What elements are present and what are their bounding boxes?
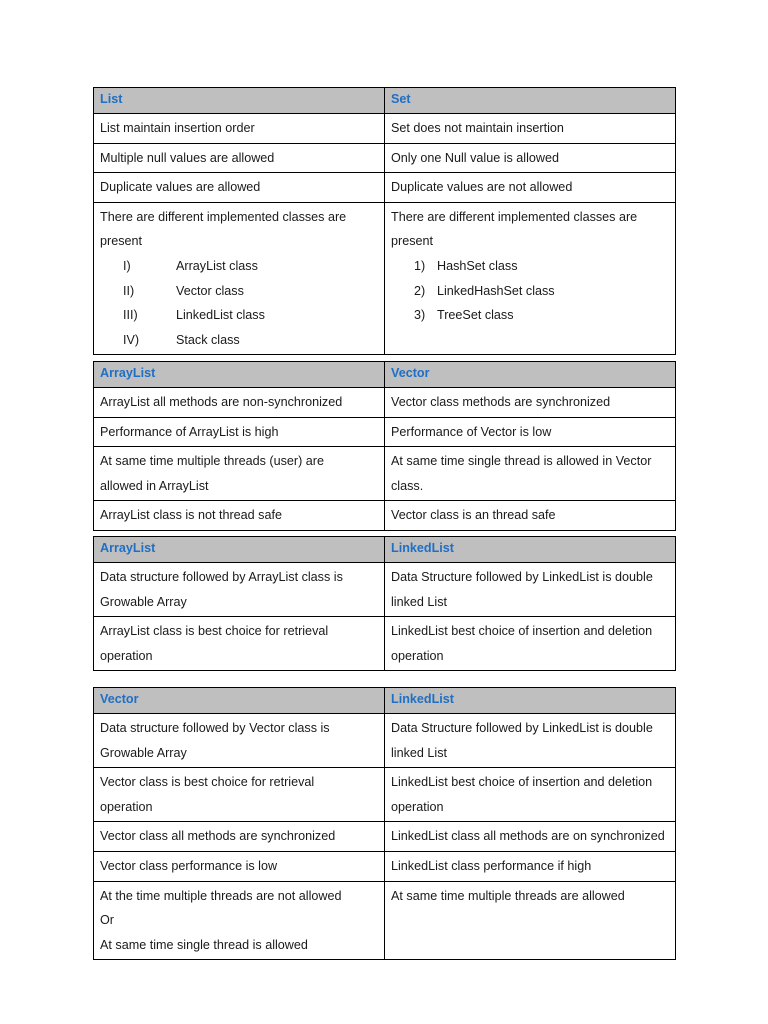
cell-line: At same time multiple threads are allowed [391, 888, 625, 903]
table-cell [385, 202, 676, 355]
table-cell: Duplicate values are not allowed [385, 173, 676, 203]
header-cell: Vector [385, 362, 676, 388]
cell-line: Growable Array [100, 594, 187, 609]
cell-line: ArrayList class is best choice for retrieval [100, 624, 329, 639]
cell-line: linked List [391, 594, 448, 609]
list-marker: 2) [414, 283, 426, 298]
cell-line: Vector class is an thread safe [391, 508, 556, 523]
table-header-row [94, 88, 676, 114]
cell-line: LinkedList class performance if high [391, 858, 592, 873]
table-row [94, 563, 676, 617]
cell-line: Data Structure followed by LinkedList is double [391, 570, 653, 584]
list-marker: 3) [414, 308, 426, 323]
list-item-text: LinkedHashSet class [437, 283, 555, 298]
table-row [94, 114, 676, 144]
cell-line: LinkedList best choice of insertion and deletion [391, 775, 653, 790]
cell-line: Performance of ArrayList is high [100, 424, 279, 439]
cell-line: Vector class all methods are synchronized [100, 829, 336, 844]
table-cell: Only one Null value is allowed [385, 143, 676, 173]
table-cell [385, 417, 676, 447]
table-cell [385, 501, 676, 531]
table-row [94, 388, 676, 418]
table-header-row [94, 688, 676, 714]
table-cell [94, 417, 385, 447]
cell-line: ArrayList class is not thread safe [100, 508, 282, 523]
table-cell [385, 768, 676, 822]
table-row [94, 822, 676, 852]
table-cell: Set does not maintain insertion [385, 114, 676, 144]
table-row [94, 447, 676, 501]
list-item [391, 303, 669, 328]
cell-line: At same time single thread is allowed [100, 937, 308, 952]
table-cell [94, 202, 385, 355]
list-item [100, 328, 378, 353]
list-item-text: LinkedList class [176, 308, 265, 323]
table-cell [385, 851, 676, 881]
list-item [391, 254, 669, 279]
cell-line: Data structure followed by ArrayList class is [100, 570, 343, 584]
list-item-text: Vector class [176, 283, 244, 298]
cell-line: class. [391, 478, 424, 493]
arraylist-vs-vector-table [93, 361, 676, 531]
cell-line: Vector class is best choice for retrieval [100, 775, 315, 790]
list-marker: III) [123, 308, 138, 323]
cell-line: At same time multiple threads (user) are [100, 454, 324, 469]
list-marker: I) [123, 258, 131, 273]
header-cell: LinkedList [385, 688, 676, 714]
table-row [94, 417, 676, 447]
cell-line: There are different implemented classes are [391, 209, 638, 224]
cell-line: operation [391, 648, 444, 663]
table-row [94, 501, 676, 531]
list-item [100, 279, 378, 304]
header-cell: ArrayList [94, 362, 385, 388]
table-cell [94, 714, 385, 768]
header-cell: Set [385, 88, 676, 114]
cell-line: ArrayList all methods are non-synchronized [100, 395, 343, 409]
list-marker: II) [123, 283, 135, 298]
list-item-text: ArrayList class [176, 258, 258, 273]
table-cell [94, 447, 385, 501]
cell-line: Performance of Vector is low [391, 424, 552, 439]
table-cell [385, 881, 676, 960]
table-cell [94, 851, 385, 881]
table-cell: Duplicate values are allowed [94, 173, 385, 203]
header-cell: LinkedList [385, 537, 676, 563]
vector-vs-linkedlist-table [93, 687, 676, 960]
table-cell [94, 501, 385, 531]
table-cell [385, 714, 676, 768]
list-item-text: HashSet class [437, 258, 518, 273]
table-row [94, 202, 676, 355]
cell-line: Vector class methods are synchronized [391, 395, 611, 409]
table-cell: Multiple null values are allowed [94, 143, 385, 173]
cell-line: Vector class performance is low [100, 858, 278, 873]
table-row [94, 173, 676, 203]
table-row [94, 617, 676, 671]
cell-line: LinkedList best choice of insertion and deletion [391, 624, 653, 639]
table-cell [94, 881, 385, 960]
table-cell [385, 617, 676, 671]
list-vs-set-table [93, 87, 676, 355]
cell-line: allowed in ArrayList [100, 478, 209, 493]
table-row [94, 143, 676, 173]
cell-line: At the time multiple threads are not allowed [100, 888, 342, 903]
header-cell: ArrayList [94, 537, 385, 563]
cell-line: operation [100, 648, 153, 663]
table-cell [385, 447, 676, 501]
table-row [94, 768, 676, 822]
cell-line: Growable Array [100, 745, 187, 760]
list-item-text: Stack class [176, 332, 240, 347]
table-row [94, 881, 676, 960]
table-cell [94, 563, 385, 617]
table-cell [94, 822, 385, 852]
cell-line: Data structure followed by Vector class is [100, 721, 330, 735]
cell-line: Data Structure followed by LinkedList is double [391, 721, 653, 735]
header-cell: Vector [94, 688, 385, 714]
table-header-row [94, 362, 676, 388]
list-item [391, 279, 669, 304]
cell-line: linked List [391, 745, 448, 760]
table-cell [94, 768, 385, 822]
list-item [100, 254, 378, 279]
header-cell: List [94, 88, 385, 114]
list-marker: IV) [123, 332, 140, 347]
cell-line: present [391, 234, 434, 249]
list-marker: 1) [414, 258, 426, 273]
arraylist-vs-linkedlist-table [93, 536, 676, 671]
table-row [94, 714, 676, 768]
cell-line: operation [391, 799, 444, 814]
cell-line: Or [100, 913, 114, 928]
table-cell [94, 388, 385, 418]
list-item-text: TreeSet class [437, 308, 514, 323]
table-cell: List maintain insertion order [94, 114, 385, 144]
cell-line: operation [100, 799, 153, 814]
cell-line: present [100, 234, 143, 249]
table-cell [385, 822, 676, 852]
table-row [94, 851, 676, 881]
table-cell [94, 617, 385, 671]
cell-line: LinkedList class all methods are on synchronized [391, 829, 665, 844]
table-header-row [94, 537, 676, 563]
cell-line: At same time single thread is allowed in Vector [391, 454, 652, 469]
list-item [100, 303, 378, 328]
table-cell [385, 388, 676, 418]
cell-line: There are different implemented classes are [100, 209, 347, 224]
table-cell [385, 563, 676, 617]
